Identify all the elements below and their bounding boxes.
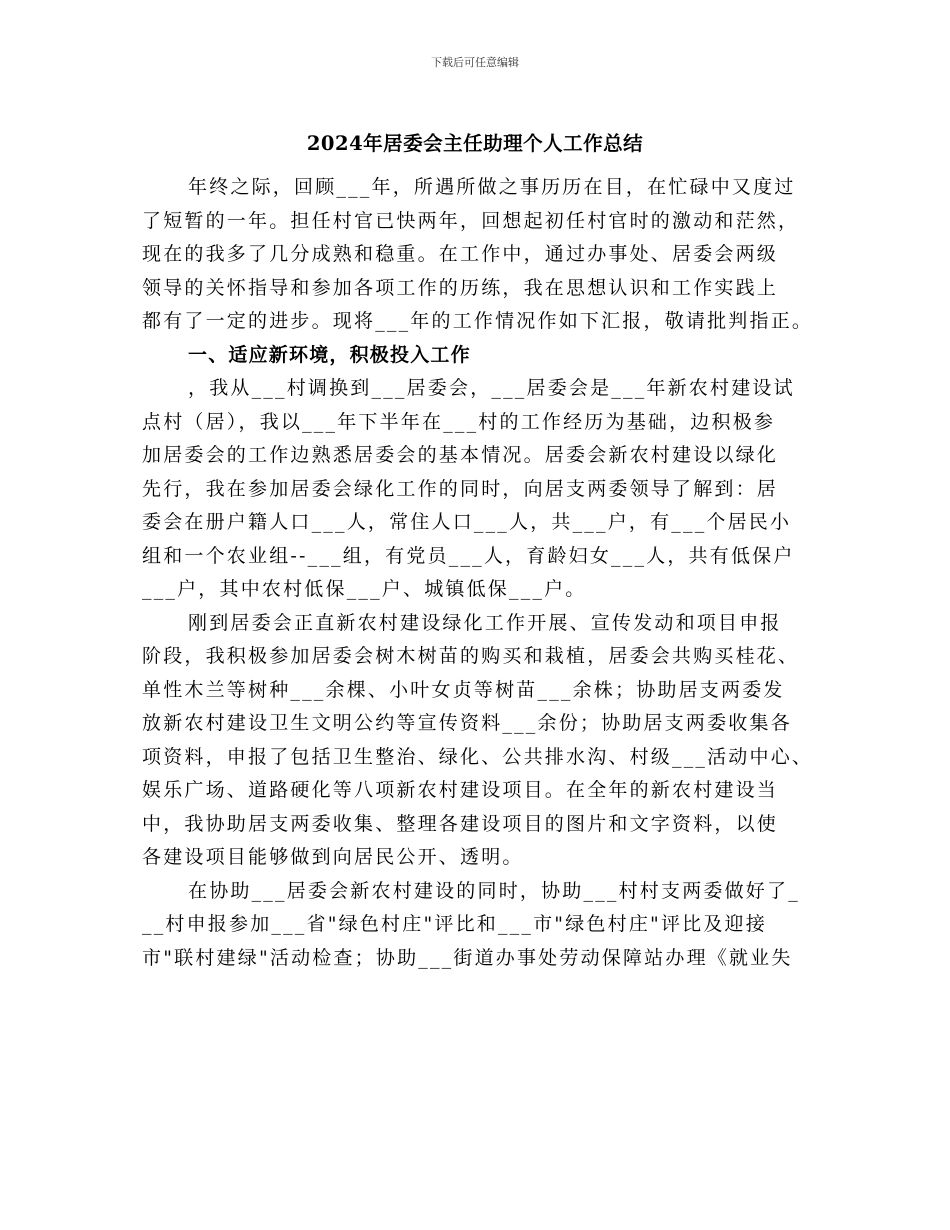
- text-line: 现在的我多了几分成熟和稳重。在工作中，通过办事处、居委会两级: [142, 243, 779, 265]
- text-line: 一、适应新环境，积极投入工作: [188, 343, 471, 366]
- section-heading: [142, 339, 822, 373]
- text-line: 组和一个农业组--___组，有党员___人，育龄妇女___人，共有低保户: [142, 544, 795, 567]
- text-line: 委会在册户籍人口___人，常住人口___人，共___户，有___个居民小: [142, 511, 792, 533]
- text-line: 点村（居），我以___年下半年在___村的工作经历为基础，边积极参: [142, 410, 776, 433]
- text-line: ___户，其中农村低保___户、城镇低保___户。: [142, 578, 587, 600]
- text-line: 项资料，申报了包括卫生整治、绿化、公共排水沟、村级___活动中心、: [142, 745, 814, 768]
- text-line: 在协助___居委会新农村建设的同时，协助___村村支两委做好了_: [188, 879, 800, 902]
- text-line: 各建设项目能够做到向居民公开、透明。: [142, 846, 524, 868]
- header-note: 下载后可任意编辑: [431, 56, 519, 69]
- text-line: 刚到居委会正直新农村建设绿化工作开展、宣传发动和项目申报: [188, 611, 782, 634]
- text-line: ，我从___村调换到___居委会，___居委会是___年新农村建设试: [188, 377, 795, 399]
- text-line: 领导的关怀指导和参加各项工作的历练，我在思想认识和工作实践上: [142, 276, 779, 299]
- text-line: 阶段，我积极参加居委会树木树苗的购买和栽植，居委会共购买桂花、: [142, 645, 800, 667]
- document-title: 2024年居委会主任助理个人工作总结: [306, 132, 644, 155]
- document-body: [142, 171, 822, 975]
- text-line: 放新农村建设卫生文明公约等宣传资料___余份；协助居支两委收集各: [142, 712, 792, 734]
- text-line: 加居委会的工作边熟悉居委会的基本情况。居委会新农村建设以绿化: [142, 444, 779, 466]
- text-line: 了短暂的一年。担任村官已快两年，回想起初任村官时的激动和茫然，: [142, 209, 800, 232]
- paragraph: [142, 607, 822, 875]
- text-line: 中，我协助居支两委收集、整理各建设项目的图片和文字资料，以使: [142, 812, 779, 835]
- text-line: 先行，我在参加居委会绿化工作的同时，向居支两委领导了解到：居: [142, 477, 779, 500]
- text-line: 年终之际，回顾___年，所遇所做之事历历在目，在忙碌中又度过: [188, 176, 796, 198]
- paragraph: [142, 875, 822, 976]
- text-line: 单性木兰等树种___余棵、小叶女贞等树苗___余株；协助居支两委发: [142, 678, 785, 701]
- text-line: 市"联村建绿"活动检查；协助___街道办事处劳动保障站办理《就业失: [142, 946, 793, 969]
- text-line: 娱乐广场、道路硬化等八项新农村建设项目。在全年的新农村建设当: [142, 779, 779, 801]
- paragraph: [142, 171, 822, 339]
- text-line: 都有了一定的进步。现将___年的工作情况作如下汇报，敬请批判指正。: [142, 310, 814, 332]
- text-line: __村申报参加___省"绿色村庄"评比和___市"绿色村庄"评比及迎接: [142, 913, 767, 935]
- paragraph: [142, 372, 822, 607]
